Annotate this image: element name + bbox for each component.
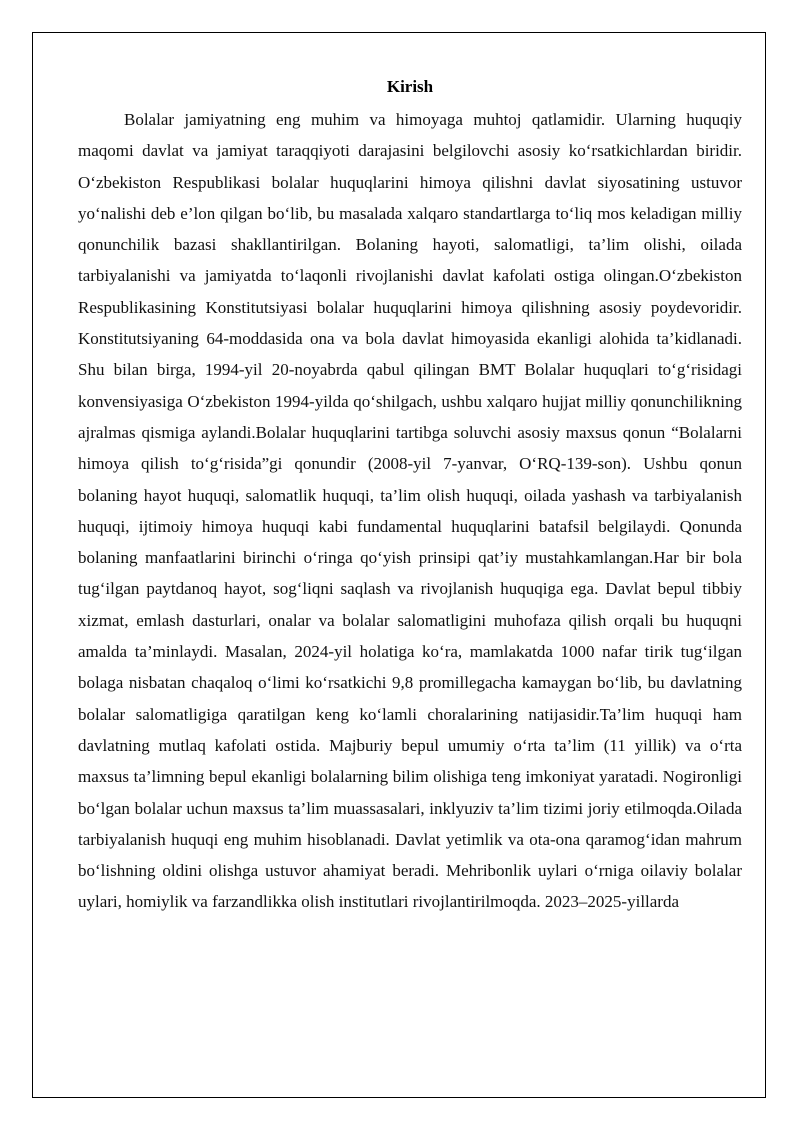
document-title: Kirish	[386, 77, 434, 96]
document-content	[78, 74, 742, 918]
body-paragraph: Bolalar jamiyatning eng muhim va himoyaga muhtoj qatlamidir. Ularning huquqiy maqomi davlat va jamiyat taraqqiyoti darajasini belgilovchi asosiy ko‘rsatkichlardan biridir. O‘zbekiston Respublikasi bolalar huquqlarini himoya qilishni davlat siyosatining ustuvor yo‘nalishi deb e’lon qilgan bo‘lib, bu masalada xalqaro standartlarga to‘liq mos keladigan milliy qonunchilik bazasi shakllantirilgan. Bolaning hayoti, salomatligi, ta’lim olishi, oilada tarbiyalanishi va jamiyatda to‘laqonli rivojlanishi davlat kafolati ostiga olingan.O‘zbekiston Respublikasining Konstitutsiyasi bolalar huquqlarini himoya qilishning asosiy poydevoridir. Konstitutsiyaning 64-moddasida ona va bola davlat himoyasida ekanligi alohida ta’kidlanadi. Shu bilan birga, 1994-yil 20-noyabrda qabul qilingan BMT Bolalar huquqlari to‘g‘risidagi konvensiyasiga O‘zbekiston 1994-yilda qo‘shilgach, ushbu xalqaro hujjat milliy qonunchilikning ajralmas qismiga aylandi.Bolalar huquqlarini tartibga soluvchi asosiy maxsus qonun “Bolalarni himoya qilish to‘g‘risida”gi qonundir (2008-yil 7-yanvar, O‘RQ-139-son). Ushbu qonun bolaning hayot huquqi, salomatlik huquqi, ta’lim olish huquqi, oilada yashash va tarbiyalanish huquqi, ijtimoiy himoya huquqi kabi fundamental huquqlarini batafsil belgilaydi. Qonunda bolaning manfaatlarini birinchi o‘ringa qo‘yish prinsipi qat’iy mustahkamlangan.Har bir bola tug‘ilgan paytdanoq hayot, sog‘liqni saqlash va rivojlanish huquqiga ega. Davlat bepul tibbiy xizmat, emlash dasturlari, onalar va bolalar salomatligini muhofaza qilish orqali bu huquqni amalda ta’minlaydi. Masalan, 2024-yil holatiga ko‘ra, mamlakatda 1000 nafar tirik tug‘ilgan bolaga nisbatan chaqaloq o‘limi ko‘rsatkichi 9,8 promillegacha kamaygan bo‘lib, bu davlatning bolalar salomatligiga qaratilgan keng ko‘lamli choralarining natijasidir.Ta’lim huquqi ham davlatning mutlaq kafolati ostida. Majburiy bepul umumiy o‘rta ta’lim (11 yillik) va o‘rta maxsus ta’limning bepul ekanligi bolalarning bilim olishiga teng imkoniyat yaratadi. Nogironligi bo‘lgan bolalar uchun maxsus ta’lim muassasalari, inklyuziv ta’lim tizimi joriy etilmoqda.Oilada tarbiyalanish huquqi eng muhim hisoblanadi. Davlat yetimlik va ota-ona qaramog‘idan mahrum bo‘lishning oldini olishga ustuvor ahamiyat beradi. Mehribonlik uylari o‘rniga oilaviy bolalar uylari, homiylik va farzandlikka olish institutlari rivojlantirilmoqda. 2023–2025-yillarda	[78, 110, 742, 912]
